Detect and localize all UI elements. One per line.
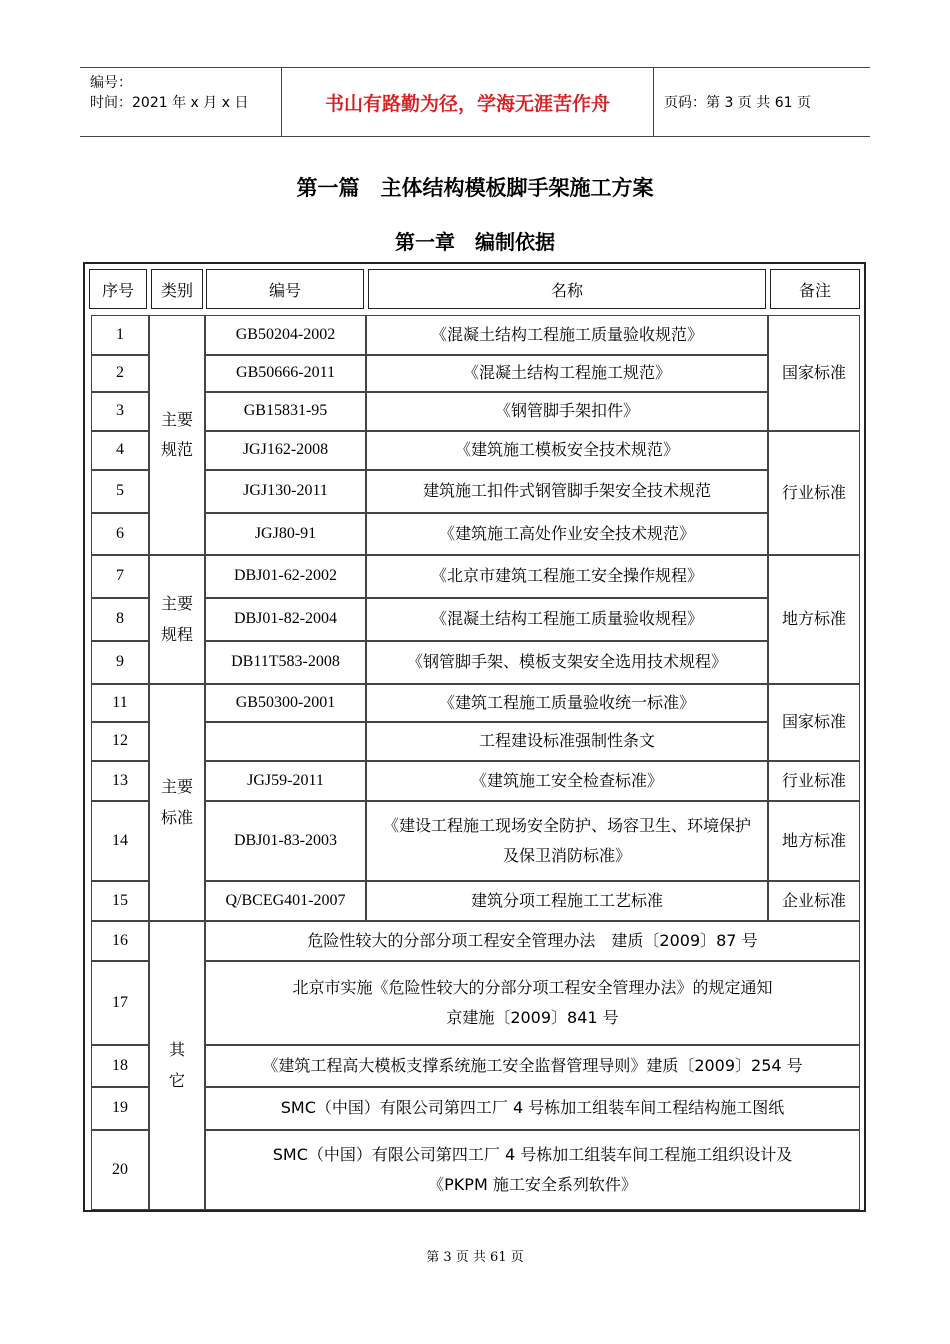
row-number: 8 — [91, 598, 149, 641]
name-cell: 《建筑施工模板安全技术规范》 — [366, 431, 768, 470]
header-meta — [80, 68, 282, 136]
remark-cell: 企业标准 — [768, 881, 860, 921]
header-motto: 书山有路勤为径，学海无涯苦作舟 — [282, 68, 654, 136]
code-cell: Q/BCEG401-2007 — [205, 881, 366, 921]
name-cell: 《建筑施工安全检查标准》 — [366, 761, 768, 801]
code-cell: DBJ01-82-2004 — [205, 598, 366, 641]
row-number: 19 — [91, 1087, 149, 1130]
code-cell: DB11T583-2008 — [205, 641, 366, 684]
row-number: 16 — [91, 921, 149, 961]
row-number: 15 — [91, 881, 149, 921]
name-cell: 《建筑施工高处作业安全技术规范》 — [366, 513, 768, 555]
code-cell: JGJ80-91 — [205, 513, 366, 555]
row-number: 11 — [91, 684, 149, 722]
date-label: 时间：2021 年 x 月 x 日 — [90, 95, 249, 111]
row-number: 6 — [91, 513, 149, 555]
category-cell: 其 它 — [149, 921, 205, 1210]
name-cell: 《钢管脚手架扣件》 — [366, 392, 768, 431]
name-cell: 建筑施工扣件式钢管脚手架安全技术规范 — [366, 470, 768, 513]
row-number: 14 — [91, 801, 149, 881]
part-title: 第一篇 主体结构模板脚手架施工方案 — [296, 176, 654, 200]
name-cell: 《北京市建筑工程施工安全操作规程》 — [366, 555, 768, 598]
row-number: 9 — [91, 641, 149, 684]
name-cell: 《混凝土结构工程施工质量验收规程》 — [366, 598, 768, 641]
remark-cell: 国家标准 — [768, 684, 860, 761]
code-cell: GB50666-2011 — [205, 355, 366, 392]
code-cell — [205, 722, 366, 761]
name-cell-wide: SMC（中国）有限公司第四工厂 4 号栋加工组装车间工程施工组织设计及 《PKPM 施工安全系列软件》 — [205, 1130, 860, 1210]
name-cell: 工程建设标准强制性条文 — [366, 722, 768, 761]
name-cell: 《建筑工程施工质量验收统一标准》 — [366, 684, 768, 722]
code-cell: DBJ01-83-2003 — [205, 801, 366, 881]
category-cell: 主要 规程 — [149, 555, 205, 684]
row-number: 4 — [91, 431, 149, 470]
row-number: 1 — [91, 315, 149, 355]
row-number: 7 — [91, 555, 149, 598]
row-number: 20 — [91, 1130, 149, 1210]
name-cell-wide: 北京市实施《危险性较大的分部分项工程安全管理办法》的规定通知 京建施〔2009〕841 号 — [205, 961, 860, 1045]
header-cell: 类别 — [151, 269, 203, 309]
code-cell: GB15831-95 — [205, 392, 366, 431]
chapter-title: 第一章 编制依据 — [395, 230, 555, 254]
row-number: 18 — [91, 1045, 149, 1087]
code-cell: GB50300-2001 — [205, 684, 366, 722]
row-number: 2 — [91, 355, 149, 392]
document-header — [80, 67, 870, 137]
code-cell: JGJ59-2011 — [205, 761, 366, 801]
row-number: 17 — [91, 961, 149, 1045]
name-cell: 《建设工程施工现场安全防护、场容卫生、环境保护及保卫消防标准》 — [366, 801, 768, 881]
page-footer: 第 3 页 共 61 页 — [426, 1250, 524, 1265]
remark-cell: 地方标准 — [768, 555, 860, 684]
code-cell: GB50204-2002 — [205, 315, 366, 355]
row-number: 5 — [91, 470, 149, 513]
code-cell: JGJ130-2011 — [205, 470, 366, 513]
remark-cell: 地方标准 — [768, 801, 860, 881]
category-cell: 主要 标准 — [149, 684, 205, 921]
header-cell: 名称 — [368, 269, 766, 309]
code-cell: JGJ162-2008 — [205, 431, 366, 470]
header-cell: 序号 — [89, 269, 147, 309]
name-cell-wide: 危险性较大的分部分项工程安全管理办法 建质〔2009〕87 号 — [205, 921, 860, 961]
basis-table — [83, 262, 866, 1212]
remark-cell: 国家标准 — [768, 315, 860, 431]
remark-cell: 行业标准 — [768, 431, 860, 555]
name-cell: 《钢管脚手架、模板支架安全选用技术规程》 — [366, 641, 768, 684]
number-label: 编号： — [90, 75, 132, 91]
code-cell: DBJ01-62-2002 — [205, 555, 366, 598]
name-cell-wide: 《建筑工程高大模板支撑系统施工安全监督管理导则》建质〔2009〕254 号 — [205, 1045, 860, 1087]
header-cell: 编号 — [206, 269, 364, 309]
remark-cell: 行业标准 — [768, 761, 860, 801]
name-cell: 《混凝土结构工程施工规范》 — [366, 355, 768, 392]
name-cell-wide: SMC（中国）有限公司第四工厂 4 号栋加工组装车间工程结构施工图纸 — [205, 1087, 860, 1130]
header-cell: 备注 — [770, 269, 860, 309]
name-cell: 建筑分项工程施工工艺标准 — [366, 881, 768, 921]
row-number: 3 — [91, 392, 149, 431]
header-page-info: 页码：第 3 页 共 61 页 — [664, 95, 811, 111]
name-cell: 《混凝土结构工程施工质量验收规范》 — [366, 315, 768, 355]
row-number: 12 — [91, 722, 149, 761]
row-number: 13 — [91, 761, 149, 801]
category-cell: 主要 规范 — [149, 315, 205, 555]
